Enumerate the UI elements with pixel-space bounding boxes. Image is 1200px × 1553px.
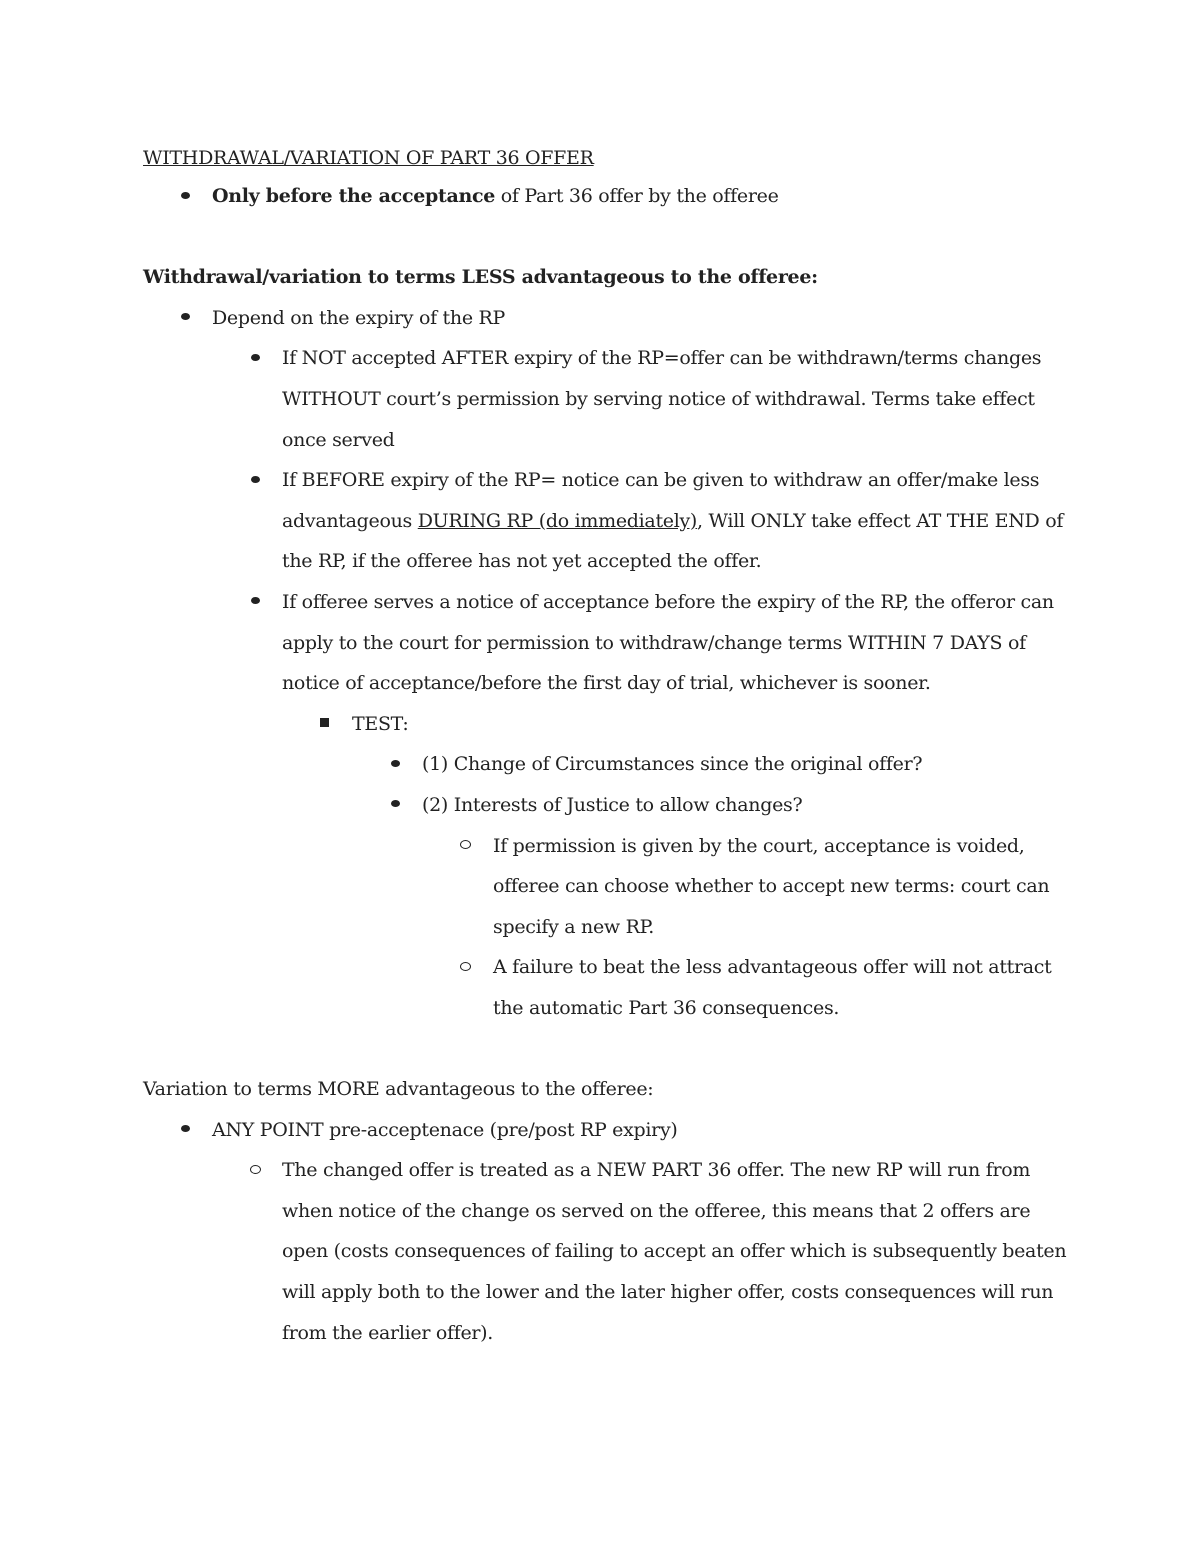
notice-of-acceptance-text: If offeree serves a notice of acceptance before the expiry of the RP, the offeror can apply to the court for permission to withdraw/change terms WITHIN 7 DAYS of notice of acceptance/before the first day of trial, whichever is sooner. [282,590,1054,695]
depend-text: Depend on the expiry of the RP [212,306,506,329]
list-item-test-1 [143,744,1073,785]
permission-text: If permission is given by the court, acceptance is voided, offeree can choose whether to accept new terms: court can specify a new RP. [493,834,1050,938]
intro-bold-text: Only before the acceptance [212,185,496,207]
bullet-dot-icon [175,176,195,217]
bullet-dot-icon [175,298,195,339]
bullet-square-icon [314,704,334,745]
page-title: WITHDRAWAL/VARIATION OF PART 36 OFFER [143,147,594,169]
failure-text: A failure to beat the less advantageous offer will not attract the automatic Part 36 consequences. [493,956,1052,1019]
section-title-less-advantageous: Withdrawal/variation to terms LESS advantageous to the offeree: [143,266,818,289]
bullet-ring-icon [455,947,475,988]
before-expiry-underlined-text: DURING RP (do immediately) [417,509,698,532]
test-text: TEST: [352,712,409,735]
any-point-text: ANY POINT pre-acceptenace (pre/post RP expiry) [212,1118,678,1141]
before-expiry-text: If BEFORE expiry of the RP= notice can be given to withdraw an offer/make less advantageous [282,469,1040,532]
changed-offer-text: The changed offer is treated as a NEW PART 36 offer. The new RP will run from when notice of the change os served on the offeree, this means that 2 offers are open (costs consequences of failing to accept an offer which is subsequently beaten will apply both to the lower and the later higher offer, costs consequences will run from the earlier offer). [282,1159,1067,1344]
list-item-depend [143,298,1073,339]
bullet-dot-icon [245,338,265,379]
list-item-after-expiry [143,338,1073,460]
list-item-test [143,704,1073,745]
intro-text: of Part 36 offer by the offeree [495,185,779,207]
list-item-intro [143,176,1073,217]
test-1-text: (1) Change of Circumstances since the original offer? [422,753,923,776]
list-item-before-expiry [143,460,1073,582]
list-item-permission [143,826,1073,948]
list-item-any-point [143,1110,1073,1151]
test-2-text: (2) Interests of Justice to allow changes? [422,793,803,816]
bullet-ring-icon [455,826,475,867]
bullet-dot-icon [245,460,265,501]
list-item-test-2 [143,785,1073,826]
list-item-failure [143,947,1073,1028]
before-expiry-text-end: , Will ONLY take effect AT THE END of the RP, if the offeree has not yet accepted the offer. [282,509,1064,573]
bullet-dot-icon [245,582,265,623]
after-expiry-text: If NOT accepted AFTER expiry of the RP=offer can be withdrawn/terms changes WITHOUT court’s permission by serving notice of withdrawal. Terms take effect once served [282,347,1042,451]
bullet-ring-icon [245,1150,265,1191]
section-title-more-advantageous: Variation to terms MORE advantageous to the offeree: [143,1078,654,1101]
bullet-dot-icon [175,1110,195,1151]
bullet-dot-icon [385,785,405,826]
document-body [143,140,1073,1353]
list-item-changed-offer [143,1150,1073,1353]
bullet-dot-icon [385,744,405,785]
list-item-notice-of-acceptance [143,582,1073,704]
